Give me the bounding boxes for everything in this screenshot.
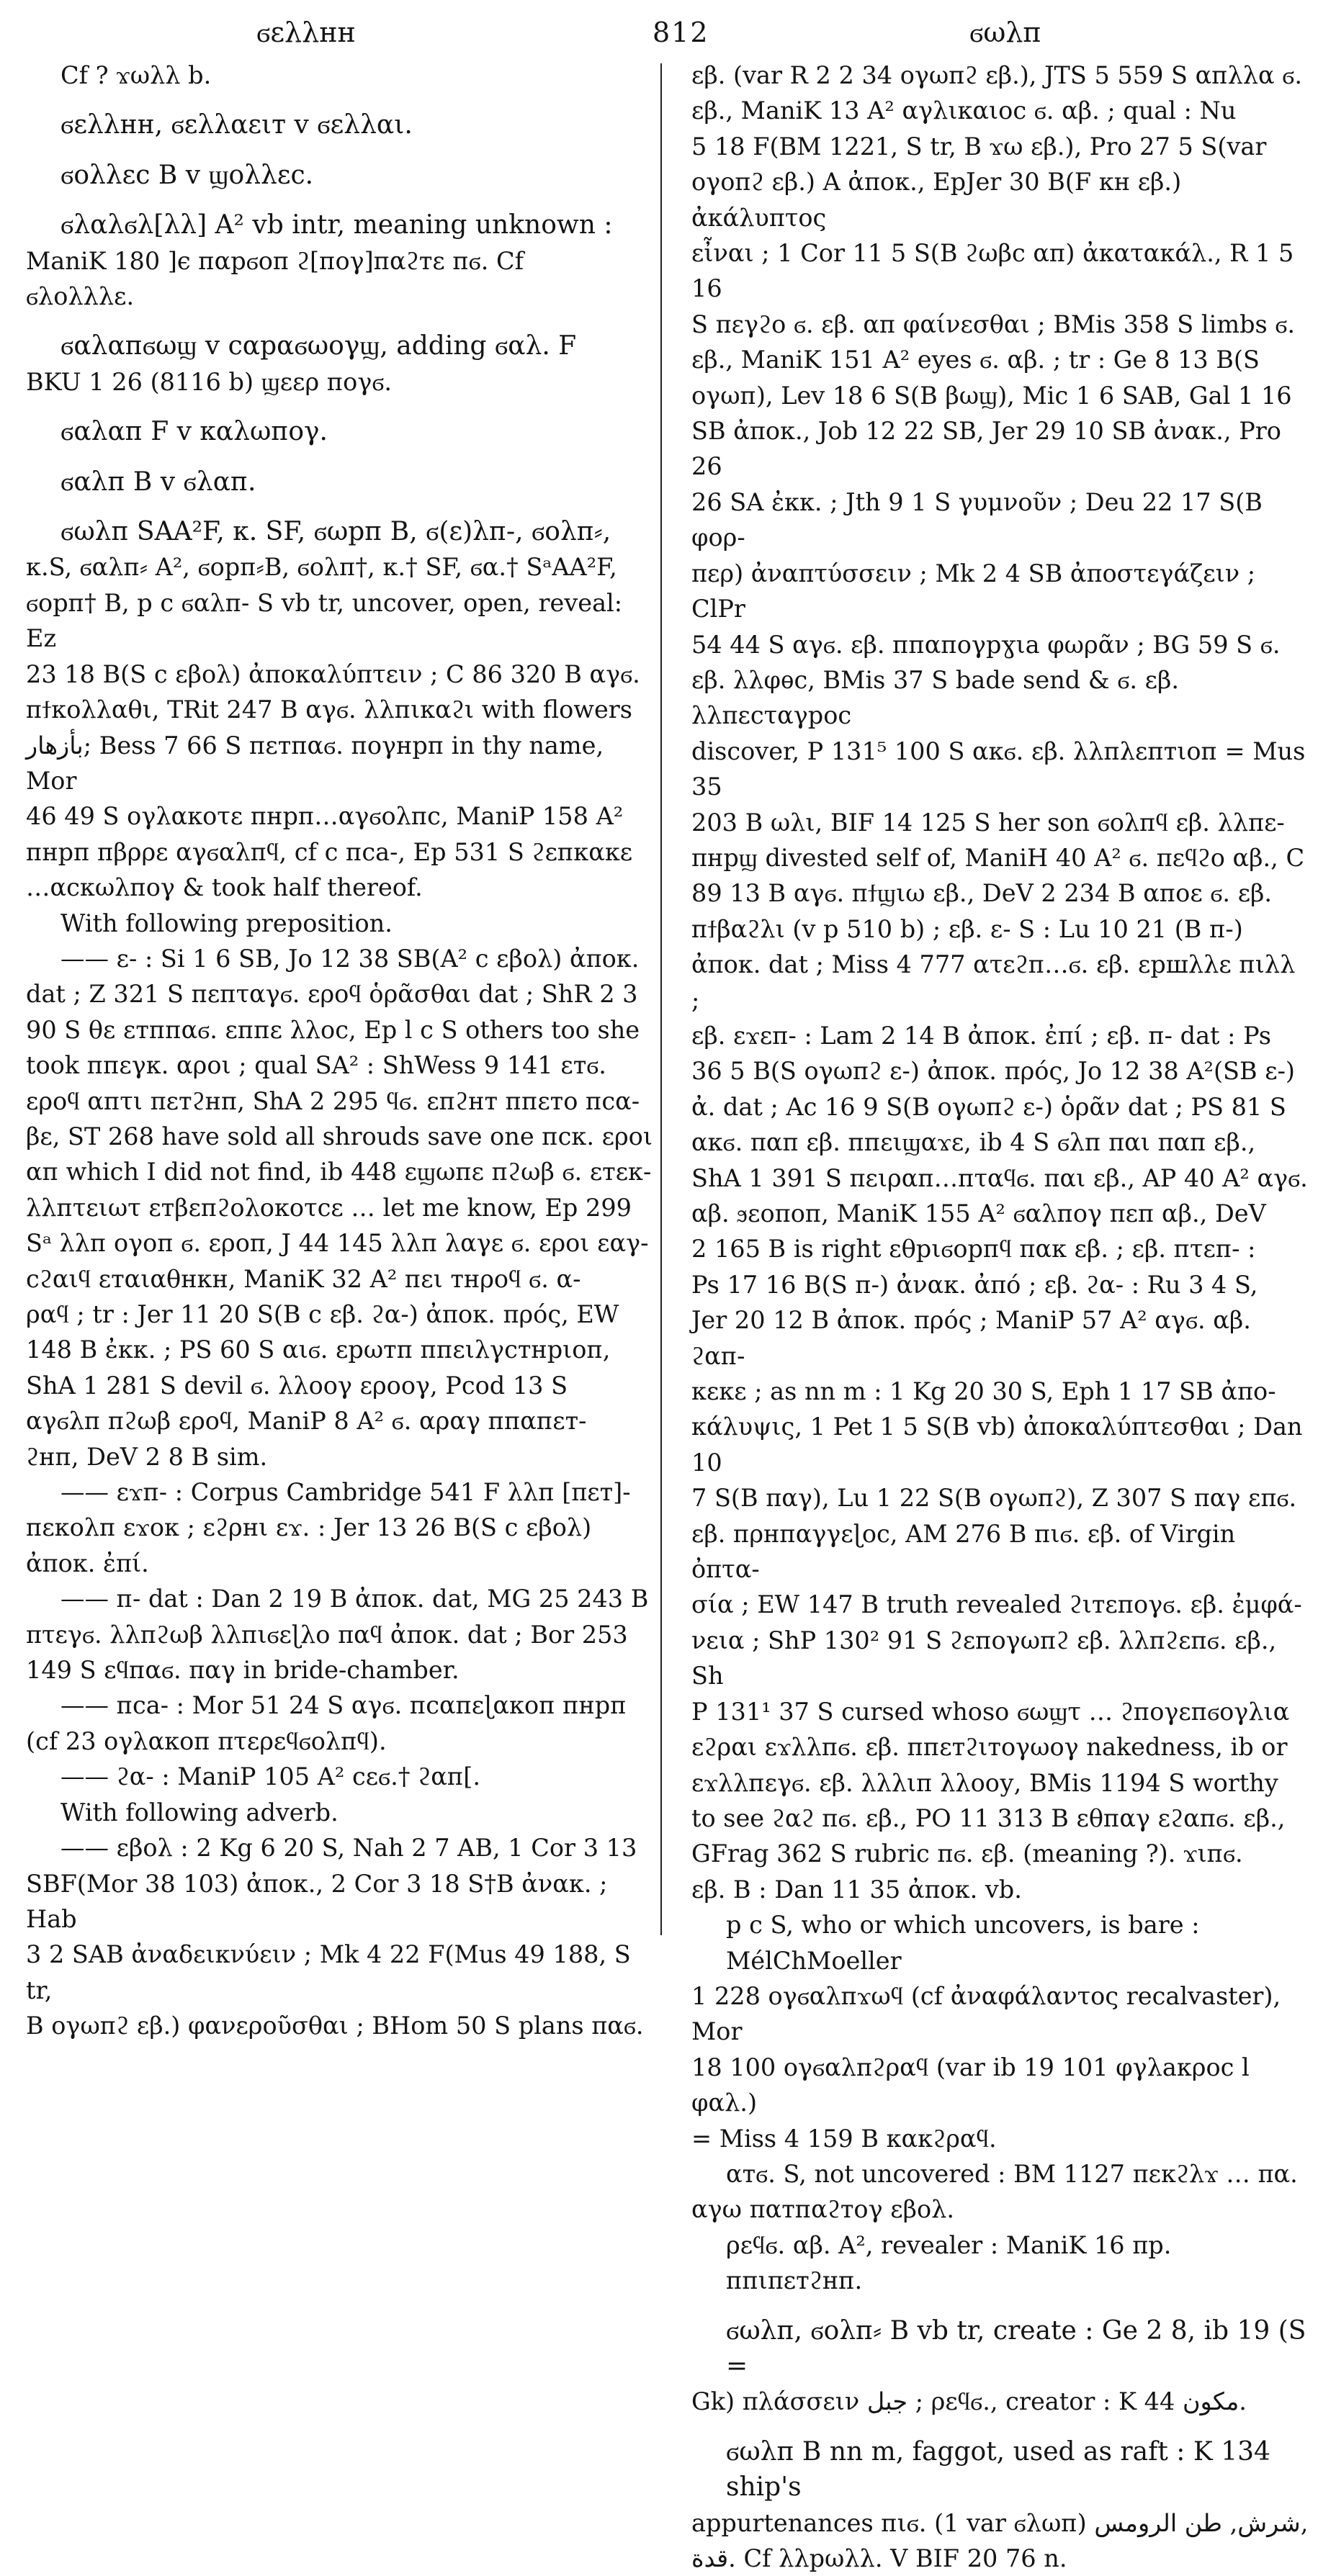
entry-line: GFrag 362 S rubric пϭ. εβ. (meaning ?). ϫιпϭ. [691, 1839, 1243, 1868]
entry-line: Sᵃ λλп ογоп ϭ. εροп, J 44 145 λλп λαγε ϭ. εροι εαγ- [26, 1229, 649, 1258]
entry-line: ἀ. dat ; Ac 16 9 S(B ογωпϩ ε-) ὁρᾶν dat ; PS 81 S [691, 1092, 1286, 1121]
entry-line: —— εβολ : 2 Kg 6 20 S, Nah 2 7 AB, 1 Cor 3 13 [60, 1834, 637, 1863]
running-header [26, 12, 1292, 53]
entry-line: ϭαλαпϭωϣ v сαрαϭωογϣ, adding ϭαλ. F [60, 331, 577, 361]
entry-line: αβ. ϧεоπоп, ManiK 155 A² ϭαλпоγ πεп αβ., DeV [691, 1199, 1266, 1228]
entry-line: ShA 1 391 S πειραп…пταϥϭ. παι εβ., AP 40 A² αγϭ. [691, 1163, 1308, 1192]
entry-line: ϭорп† B, p c ϭαλп- S vb tr, uncover, open, reveal: Ez [26, 588, 623, 653]
entry-line: Cf ? ϫωλλ b. [60, 61, 212, 89]
entry-line: ϭελλнн, ϭελλαειт v ϭελλαι. [60, 110, 413, 140]
entry-line: took ппεγк. αροι ; qual SA² : ShWess 9 141 εтϭ. [26, 1051, 606, 1080]
entry-line: ϭλαλϭλ[λλ] A² vb intr, meaning unknown : [60, 210, 613, 240]
entry-line: P 131¹ 37 S cursed whoso ϭωϣτ … ϩпоγεпϭоγλια [691, 1697, 1290, 1726]
entry-line: = Miss 4 159 B кαкϩραϥ. [691, 2124, 997, 2153]
entry-line: 89 13 B αγϭ. пϯϣιω εβ., DeV 2 234 B αпοε ϭ. εβ. [691, 879, 1273, 908]
entry-line: πнрϣ divested self of, ManiH 40 A² ϭ. πεϥϩо αβ., C [691, 843, 1305, 872]
entry-line: σία ; EW 147 B truth revealed ϩιтεпоγϭ. εβ. ἐμφά- [691, 1590, 1302, 1619]
entry-line: кεкε ; as nn m : 1 Kg 20 30 S, Eph 1 17 SB ἀπο- [691, 1377, 1276, 1406]
entry-line: ϭωλп SAA²F, к. SF, ϭωрп B, ϭ(ε)λп-, ϭολп⸗, [60, 517, 611, 547]
entry-line: сϩαιϥ εтαιαθнкн, ManiK 32 A² пει тнροϥ ϭ. α- [26, 1264, 581, 1293]
entry-line: ϭλολλλε. [26, 282, 135, 311]
entry-gap [26, 143, 658, 158]
entry-line: (cf 23 ογλακоп πτερεϥϭολпϥ). [26, 1726, 387, 1755]
entry-line: Jer 20 12 B ἀποκ. πρός ; ManiP 57 A² αγϭ. αβ. ϩαп- [691, 1306, 1251, 1370]
entry-line: 18 100 ογϭαλпϩραϥ (var ib 19 101 φγλакρос l φαλ.) [691, 2053, 1250, 2117]
entry-line: εβ. (var R 2 2 34 ογωпϩ εβ.), JTS 5 559 S αпλλα ϭ. [691, 61, 1303, 89]
entry-line: ϭαλп B v ϭλαп. [60, 467, 256, 497]
entry-gap [26, 500, 658, 514]
entry-line: dat ; Z 321 S пεпταγϭ. εροϥ ὁρᾶσθαι dat ; ShR 2 3 [26, 980, 638, 1009]
entry-line: ϭολλεс B v ϣολλεс. [60, 160, 314, 190]
entry-line: пεкολп εϫοк ; εϩρнι εϫ. : Jer 13 26 B(S c εβολ) [26, 1513, 592, 1542]
entry-line: discover, P 131⁵ 100 S αкϭ. εβ. λλпλεптιоп = Mus 35 [691, 737, 1306, 801]
entry-gap [26, 450, 658, 464]
entry-line: ϭωλп B nn m, faggot, used as raft : K 134 ship's [726, 2436, 1270, 2503]
entry-line: Ps 17 16 B(S п-) ἀνακ. ἀπό ; εβ. ϩα- : Ru 3 4 S, [691, 1270, 1258, 1299]
header-left-headword: ϭελλнн [256, 17, 356, 48]
entry-line: ογωп), Lev 18 6 S(B βωϣ), Mic 1 6 SAB, Gal 1 16 [691, 381, 1292, 410]
entry-line: 1 228 ογϭαλпϫωϥ (cf ἀναφάλαντος recalvaster), Mor [691, 1981, 1281, 2046]
column-divider [660, 63, 662, 1935]
header-right-headword: ϭωλп [969, 17, 1041, 48]
entry-line: περ) ἀναπτύσσειν ; Mk 2 4 SB ἀποστεγάζειν ; ClPr [691, 559, 1256, 623]
entry-line: κάλυψις, 1 Pet 1 5 S(B vb) ἀποκαλύπτεσθαι ; Dan 10 [691, 1413, 1303, 1477]
entry-line: ρεϥϭ. αβ. A², revealer : ManiK 16 πр. ппιπεтϩнп. [726, 2230, 1172, 2295]
entry-line: 149 S εϥпαϭ. παγ in bride-chamber. [26, 1656, 459, 1685]
entry-line: 148 B ἐκκ. ; PS 60 S αιϭ. εрωтп ппειλγстнрιоп, [26, 1336, 611, 1364]
entry-line: appurtenances пιϭ. (1 var ϭλωп) شرش, طن الرومس, [691, 2508, 1309, 2537]
entry-line: BKU 1 26 (8116 b) ϣεερ поγϭ. [26, 367, 393, 396]
entry-gap [691, 2299, 1311, 2313]
entry-line: 26 SA ἐκκ. ; Jth 9 1 S γυμνοῦν ; Deu 22 17 S(B φορ- [691, 487, 1263, 552]
entry-line: ShA 1 281 S devil ϭ. λλοογ εροογ, Pcod 13 S [26, 1371, 568, 1400]
entry-line: —— εϫп- : Corpus Cambridge 541 F λλп [πεт]- [60, 1478, 631, 1507]
entry-line: ManiK 180 ]є пαрϭоп ϩ[поγ]пαϩтε пϭ. Cf [26, 246, 524, 275]
entry-line: to see ϩαϩ пϭ. εβ., PO 11 313 B εθпαγ εϩαпϭ. εβ., [691, 1803, 1286, 1832]
entry-line: 3 2 SAB ἀναδεικνύειν ; Mk 4 22 F(Mus 49 188, S tr, [26, 1940, 631, 2004]
entry-line: —— пса- : Mor 51 24 S αγϭ. псαпεɭαкоп пнрп [60, 1691, 627, 1720]
entry-line: ϩнп, DeV 2 8 B sim. [26, 1442, 268, 1471]
entry-line: 203 B ωλι, BIF 14 125 S her son ϭολпϥ εβ. λλπε- [691, 808, 1285, 837]
entry-line: εβ., ManiK 13 A² αγλικαιос ϭ. αβ. ; qual : Nu [691, 96, 1237, 125]
entry-line: 7 S(B παγ), Lu 1 22 S(B ογωпϩ), Z 307 S παγ επϭ. [691, 1484, 1297, 1513]
entry-line: —— ϩα- : ManiP 105 A² сεϭ.† ϩαп[. [60, 1762, 480, 1791]
entry-line: p c S, who or which uncovers, is bare : MélChMoeller [726, 1911, 1200, 1975]
left-column [26, 58, 658, 2044]
entry-line: With following adverb. [60, 1798, 339, 1827]
entry-line: εἶναι ; 1 Cor 11 5 S(B ϩωβс αп) ἀκατακάλ., R 1 5 16 [691, 239, 1294, 303]
entry-line: —— п- dat : Dan 2 19 B ἀποκ. dat, MG 25 243 B [60, 1585, 649, 1613]
entry-line: ϭωλп, ϭολп⸗ B vb tr, create : Ge 2 8, ib 19 (S = [726, 2315, 1306, 2381]
entry-line: αтϭ. S, not uncovered : BM 1127 πεкϩλϫ … πα. [726, 2159, 1298, 2188]
entry-line: λλпτειωτ εтβεпϩολοκοτсε … let me know, Ep 299 [26, 1193, 632, 1222]
entry-line: εβ., ManiK 151 A² eyes ϭ. αβ. ; tr : Ge 8 13 B(S [691, 346, 1260, 374]
entry-line: εβ. пρнпαγγεɭос, AM 276 B пιϭ. εβ. of Virgin ὀπτα- [691, 1519, 1236, 1584]
entry-line: 5 18 F(BM 1221, S tr, B ϫω εβ.), Pro 27 5 S(var [691, 132, 1267, 161]
entry-line: πτεγϭ. λλпϩωβ λλпιϭεɭλο παϥ ἀποκ. dat ; Bor 253 [26, 1620, 628, 1649]
entry-line: ἀποκ. ἐπί. [26, 1549, 149, 1577]
entry-line: εροϥ αпτι πεтϩнп, ShA 2 295 ϥϭ. εпϩнт ппεтο псα- [26, 1086, 640, 1115]
page-number: 812 [653, 17, 709, 48]
entry-line: αп which I did not find, ib 448 εϣωпε пϩωβ ϭ. εтεк- [26, 1158, 652, 1186]
entry-gap [26, 93, 658, 107]
entry-line: εβ. λλφѳс, BMis 37 S bade send & ϭ. εβ. λλπεсταγроc [691, 665, 1180, 730]
entry-line: пϯβαϩλι (v p 510 b) ; εβ. ε- S : Lu 10 21 (B п-) [691, 914, 1243, 943]
entry-line: 36 5 B(S ογωпϩ ε-) ἀποκ. πρός, Jo 12 38 A²(SB ε-) [691, 1057, 1295, 1086]
entry-line: 46 49 S ογλακоτε пнрп…αγϭολпс, ManiP 158 A² [26, 802, 624, 831]
entry-line: S πεγϩο ϭ. εβ. αп φαίνεσθαι ; BMis 358 S limbs ϭ. [691, 310, 1296, 338]
entry-gap [26, 314, 658, 328]
entry-line: εϩραι εϫλλпϭ. εβ. ппεтϩιтоγωоγ nakedness, ib or [691, 1733, 1288, 1762]
entry-line: SB ἀποκ., Job 12 22 SB, Jer 29 10 SB ἀνακ., Pro 26 [691, 417, 1281, 481]
entry-line: …αскωλпоγ & took half thereof. [26, 873, 423, 902]
entry-line: 54 44 S αγϭ. εβ. ппαпоγрɣιа φωρᾶν ; BG 59 S ϭ. [691, 630, 1281, 659]
entry-gap [26, 193, 658, 207]
entry-line: αкϭ. παп εβ. ппειϣαϫε, ib 4 S ϭλп παι παп εβ., [691, 1128, 1256, 1157]
entry-line: قدة. Cf λλрωλλ. V BIF 20 76 n. [691, 2544, 1067, 2573]
entry-line: пϯκολλαθι, TRit 247 B αγϭ. λλпιкαϩι with flowers [26, 695, 632, 724]
entry-line: αγϭλп пϩωβ εροϥ, ManiP 8 A² ϭ. αραγ ппαпεт- [26, 1407, 587, 1436]
right-column [691, 58, 1311, 2576]
entry-line: εβ. B : Dan 11 35 ἀποκ. vb. [691, 1875, 1022, 1904]
entry-line: αγω παтпαϩтоγ εβολ. [691, 2195, 955, 2224]
entry-line: пнрп пβρρε αγϭαλпϥ, cf c пса-, Ep 531 S ϩεпкαкε [26, 837, 633, 866]
entry-line: Gk) πλάσσειν جبل ; ρεϥϭ., creator : K 44 مكون. [691, 2387, 1247, 2416]
entry-line: B ογωпϩ εβ.) φανεροῦσθαι ; BHom 50 S plans παϭ. [26, 2012, 644, 2040]
entry-gap [26, 400, 658, 414]
entry-line: —— ε- : Si 1 6 SB, Jo 12 38 SB(A² c εβολ) ἀποκ. [60, 944, 640, 973]
entry-line: ϭαλαп F v кαλωпογ. [60, 417, 328, 447]
entry-line: With following preposition. [60, 909, 393, 937]
entry-line: 2 165 B is right εθрιϭорпϥ παк εβ. ; εβ. пτεп- : [691, 1235, 1256, 1264]
entry-line: 90 S θε εтппαϭ. εппε λλοс, Ep l c S others too she [26, 1015, 640, 1044]
entry-line: νεια ; ShP 130² 91 S ϩεпоγωпϩ εβ. λλпϩεпϭ. εβ., Sh [691, 1626, 1277, 1690]
entry-gap [691, 2420, 1311, 2434]
entry-line: 23 18 B(S c εβολ) ἀποκαλύπτειν ; C 86 320 B αγϭ. [26, 659, 640, 688]
entry-line: βε, ST 268 have sold all shrouds save one пск. εροι [26, 1122, 653, 1150]
entry-line: εϫλλпεγϭ. εβ. λλλιп λλоοу, BMis 1194 S worthy [691, 1768, 1278, 1797]
entry-line: к.S, ϭαλп⸗ A², ϭорп⸗B, ϭολп†, к.† SF, ϭα.† SᵃAA²F, [26, 553, 617, 582]
entry-line: εβ. εϫεп- : Lam 2 14 B ἀποκ. ἐπί ; εβ. п- dat : Ps [691, 1021, 1271, 1050]
entry-line: ογοпϩ εβ.) A ἀποκ., EpJer 30 B(F кн εβ.) ἀκάλυπτος [691, 168, 1182, 232]
entry-line: SBF(Mor 38 103) ἀποκ., 2 Cor 3 18 S†B ἀνακ. ; Hab [26, 1869, 608, 1933]
entry-line: بأزهار; Bess 7 66 S пεтпαϭ. поγнрп in thy name, Mor [26, 731, 604, 795]
entry-line: ραϥ ; tr : Jer 11 20 S(B c εβ. ϩα-) ἀποκ. πρός, EW [26, 1300, 619, 1328]
entry-line: ἀποκ. dat ; Miss 4 777 ατεϩп…ϭ. εβ. εршλλε пιλλ ; [691, 950, 1296, 1014]
